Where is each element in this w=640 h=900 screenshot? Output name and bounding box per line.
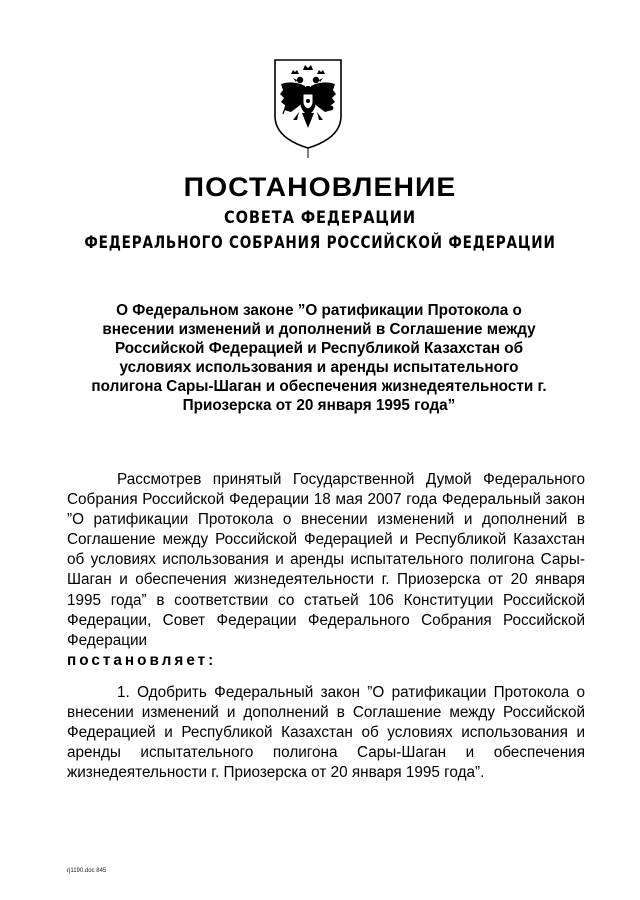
document-title: ПОСТАНОВЛЕНИЕ	[183, 172, 457, 202]
resolves-word: постановляет:	[67, 651, 217, 669]
issuer-line-1: СОВЕТА ФЕДЕРАЦИИ	[224, 208, 416, 228]
preamble-text: Рассмотрев принятый Государственной Думой Федерального Собрания Российской Федерации 18 мая 2007 года Федеральный закон ”О ратификации Протокола о внесении изменений и дополнений в Соглашение между Российской Федерацией и Республикой Казахстан об условиях использования и аренды испытательного полигона Сары-Шаган и обеспечения жизнедеятельности г. Приозерска от 20 января 1995 года” в соответствии со статьей 106 Конституции Российской Федерации, Совет Федерации Федерального Собрания Российской Федерации	[67, 471, 585, 649]
coat-of-arms-icon	[269, 56, 347, 160]
preamble-paragraph	[67, 470, 585, 671]
clause-1-paragraph: 1. Одобрить Федеральный закон ”О ратификации Протокола о внесении изменений и дополнений в Соглашение между Российской Федерацией и Республикой Казахстан об условиях использования и аренды испытательного полигона Сары-Шаган и обеспечения жизнедеятельности г. Приозерска от 20 января 1995 года”.	[67, 684, 585, 782]
resolution-heading: О Федеральном законе ”О ратификации Протокола о внесении изменений и дополнений в Соглашение между Российской Федерацией и Республикой Казахстан об условиях использования и аренды испытательного полигона Сары-Шаган и обеспечения жизнедеятельности г. Приозерска от 20 января 1995 года”	[91, 302, 547, 414]
issuer-line-2: ФЕДЕРАЛЬНОГО СОБРАНИЯ РОССИЙСКОЙ ФЕДЕРАЦИИ	[84, 233, 556, 253]
file-reference: rj1190.doc 845	[67, 868, 107, 874]
